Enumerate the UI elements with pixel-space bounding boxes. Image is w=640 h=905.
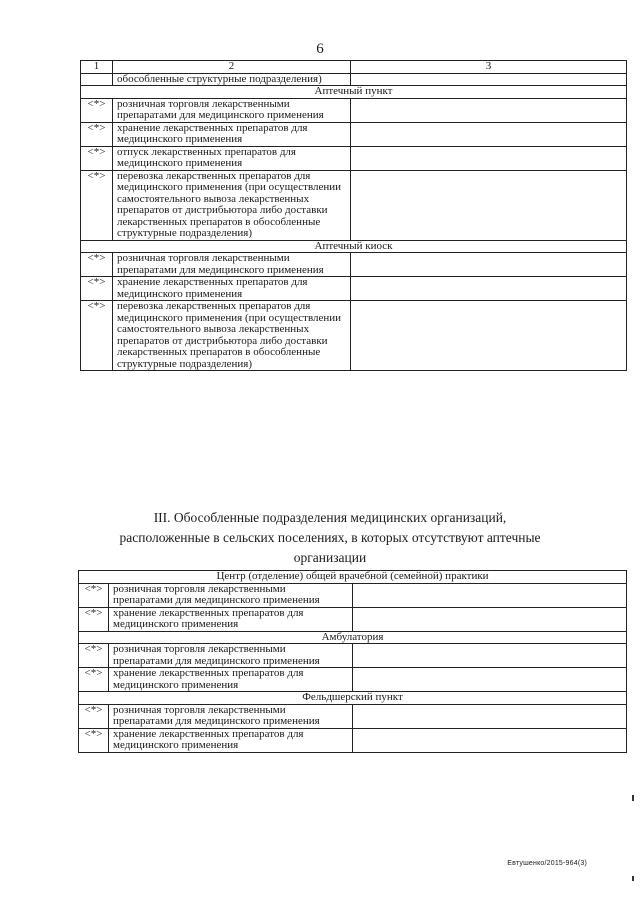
section-row [81, 86, 627, 99]
row-marker: <*> [81, 277, 113, 301]
row-marker: <*> [79, 728, 109, 752]
row-marker: <*> [81, 98, 113, 122]
section-title: Аптечный пункт [81, 86, 627, 99]
section-heading-line-2: расположенные в сельских поселениях, в которых отсутствуют аптечные [119, 530, 541, 545]
table-row [81, 73, 627, 86]
row-marker: <*> [81, 122, 113, 146]
scan-edge-mark [632, 795, 634, 801]
column-number-2: 2 [113, 61, 351, 74]
section-heading-line-3: организации [293, 550, 367, 565]
section-row [79, 692, 627, 705]
row-marker: <*> [79, 704, 109, 728]
table-row [79, 583, 627, 607]
activity-text: перевозка лекарственных препаратов для медицинского применения (при осуществлении самостоятельного вывоза лекарственных препаратов от дистрибьютора либо доставки лекарственных препаратов в обособленные структурные подразделения) [113, 301, 351, 371]
section-row [79, 631, 627, 644]
table-row [79, 704, 627, 728]
section-title: Амбулатория [79, 631, 627, 644]
activity-text: хранение лекарственных препаратов для медицинского применения [109, 728, 353, 752]
table-row [79, 607, 627, 631]
page-number: 6 [316, 41, 324, 57]
activity-text: розничная торговля лекарственными препаратами для медицинского применения [109, 704, 353, 728]
activity-text: розничная торговля лекарственными препаратами для медицинского применения [109, 644, 353, 668]
empty-cell [353, 607, 627, 631]
empty-cell [351, 73, 627, 86]
row-marker: <*> [81, 170, 113, 240]
empty-cell [353, 668, 627, 692]
activity-text: обособленные структурные подразделения) [113, 73, 351, 86]
section-heading-line-1: III. Обособленные подразделения медицинских организаций, [153, 510, 507, 525]
activity-text: розничная торговля лекарственными препаратами для медицинского применения [113, 98, 351, 122]
column-number-3: 3 [351, 61, 627, 74]
empty-cell [351, 253, 627, 277]
license-activities-table [80, 60, 627, 371]
empty-cell [353, 728, 627, 752]
empty-cell [353, 583, 627, 607]
activity-text: хранение лекарственных препаратов для медицинского применения [113, 277, 351, 301]
empty-cell [351, 98, 627, 122]
activity-text: розничная торговля лекарственными препаратами для медицинского применения [113, 253, 351, 277]
footer-stamp: Евтушенко/2015-964(3) [507, 860, 587, 867]
row-marker: <*> [79, 668, 109, 692]
row-marker: <*> [79, 607, 109, 631]
activity-text: хранение лекарственных препаратов для медицинского применения [109, 607, 353, 631]
row-marker: <*> [81, 253, 113, 277]
row-marker [81, 73, 113, 86]
row-marker: <*> [79, 644, 109, 668]
section-row [79, 571, 627, 584]
empty-cell [351, 122, 627, 146]
table-row [81, 170, 627, 240]
activity-text: перевозка лекарственных препаратов для медицинского применения (при осуществлении самостоятельного вывоза лекарственных препаратов от дистрибьютора либо доставки лекарственных препаратов в обособленные структурные подразделения) [113, 170, 351, 240]
table-row [79, 644, 627, 668]
medical-units-table [78, 570, 627, 753]
table-row [81, 146, 627, 170]
activity-text: розничная торговля лекарственными препаратами для медицинского применения [109, 583, 353, 607]
empty-cell [353, 704, 627, 728]
activity-text: хранение лекарственных препаратов для медицинского применения [109, 668, 353, 692]
table-row [81, 98, 627, 122]
section-heading [60, 508, 600, 568]
section-title: Фельдшерский пункт [79, 692, 627, 705]
column-number-1: 1 [81, 61, 113, 74]
empty-cell [351, 146, 627, 170]
scan-edge-mark [632, 876, 634, 881]
table-header-row [81, 61, 627, 74]
empty-cell [351, 170, 627, 240]
table-row [81, 122, 627, 146]
table-row [79, 728, 627, 752]
row-marker: <*> [81, 146, 113, 170]
activity-text: хранение лекарственных препаратов для медицинского применения [113, 122, 351, 146]
table-row [81, 277, 627, 301]
empty-cell [351, 277, 627, 301]
empty-cell [351, 301, 627, 371]
table-row [81, 301, 627, 371]
empty-cell [353, 644, 627, 668]
row-marker: <*> [79, 583, 109, 607]
section-title: Аптечный киоск [81, 240, 627, 253]
table-row [79, 668, 627, 692]
table-row [81, 253, 627, 277]
activity-text: отпуск лекарственных препаратов для медицинского применения [113, 146, 351, 170]
section-title: Центр (отделение) общей врачебной (семейной) практики [79, 571, 627, 584]
row-marker: <*> [81, 301, 113, 371]
section-row [81, 240, 627, 253]
